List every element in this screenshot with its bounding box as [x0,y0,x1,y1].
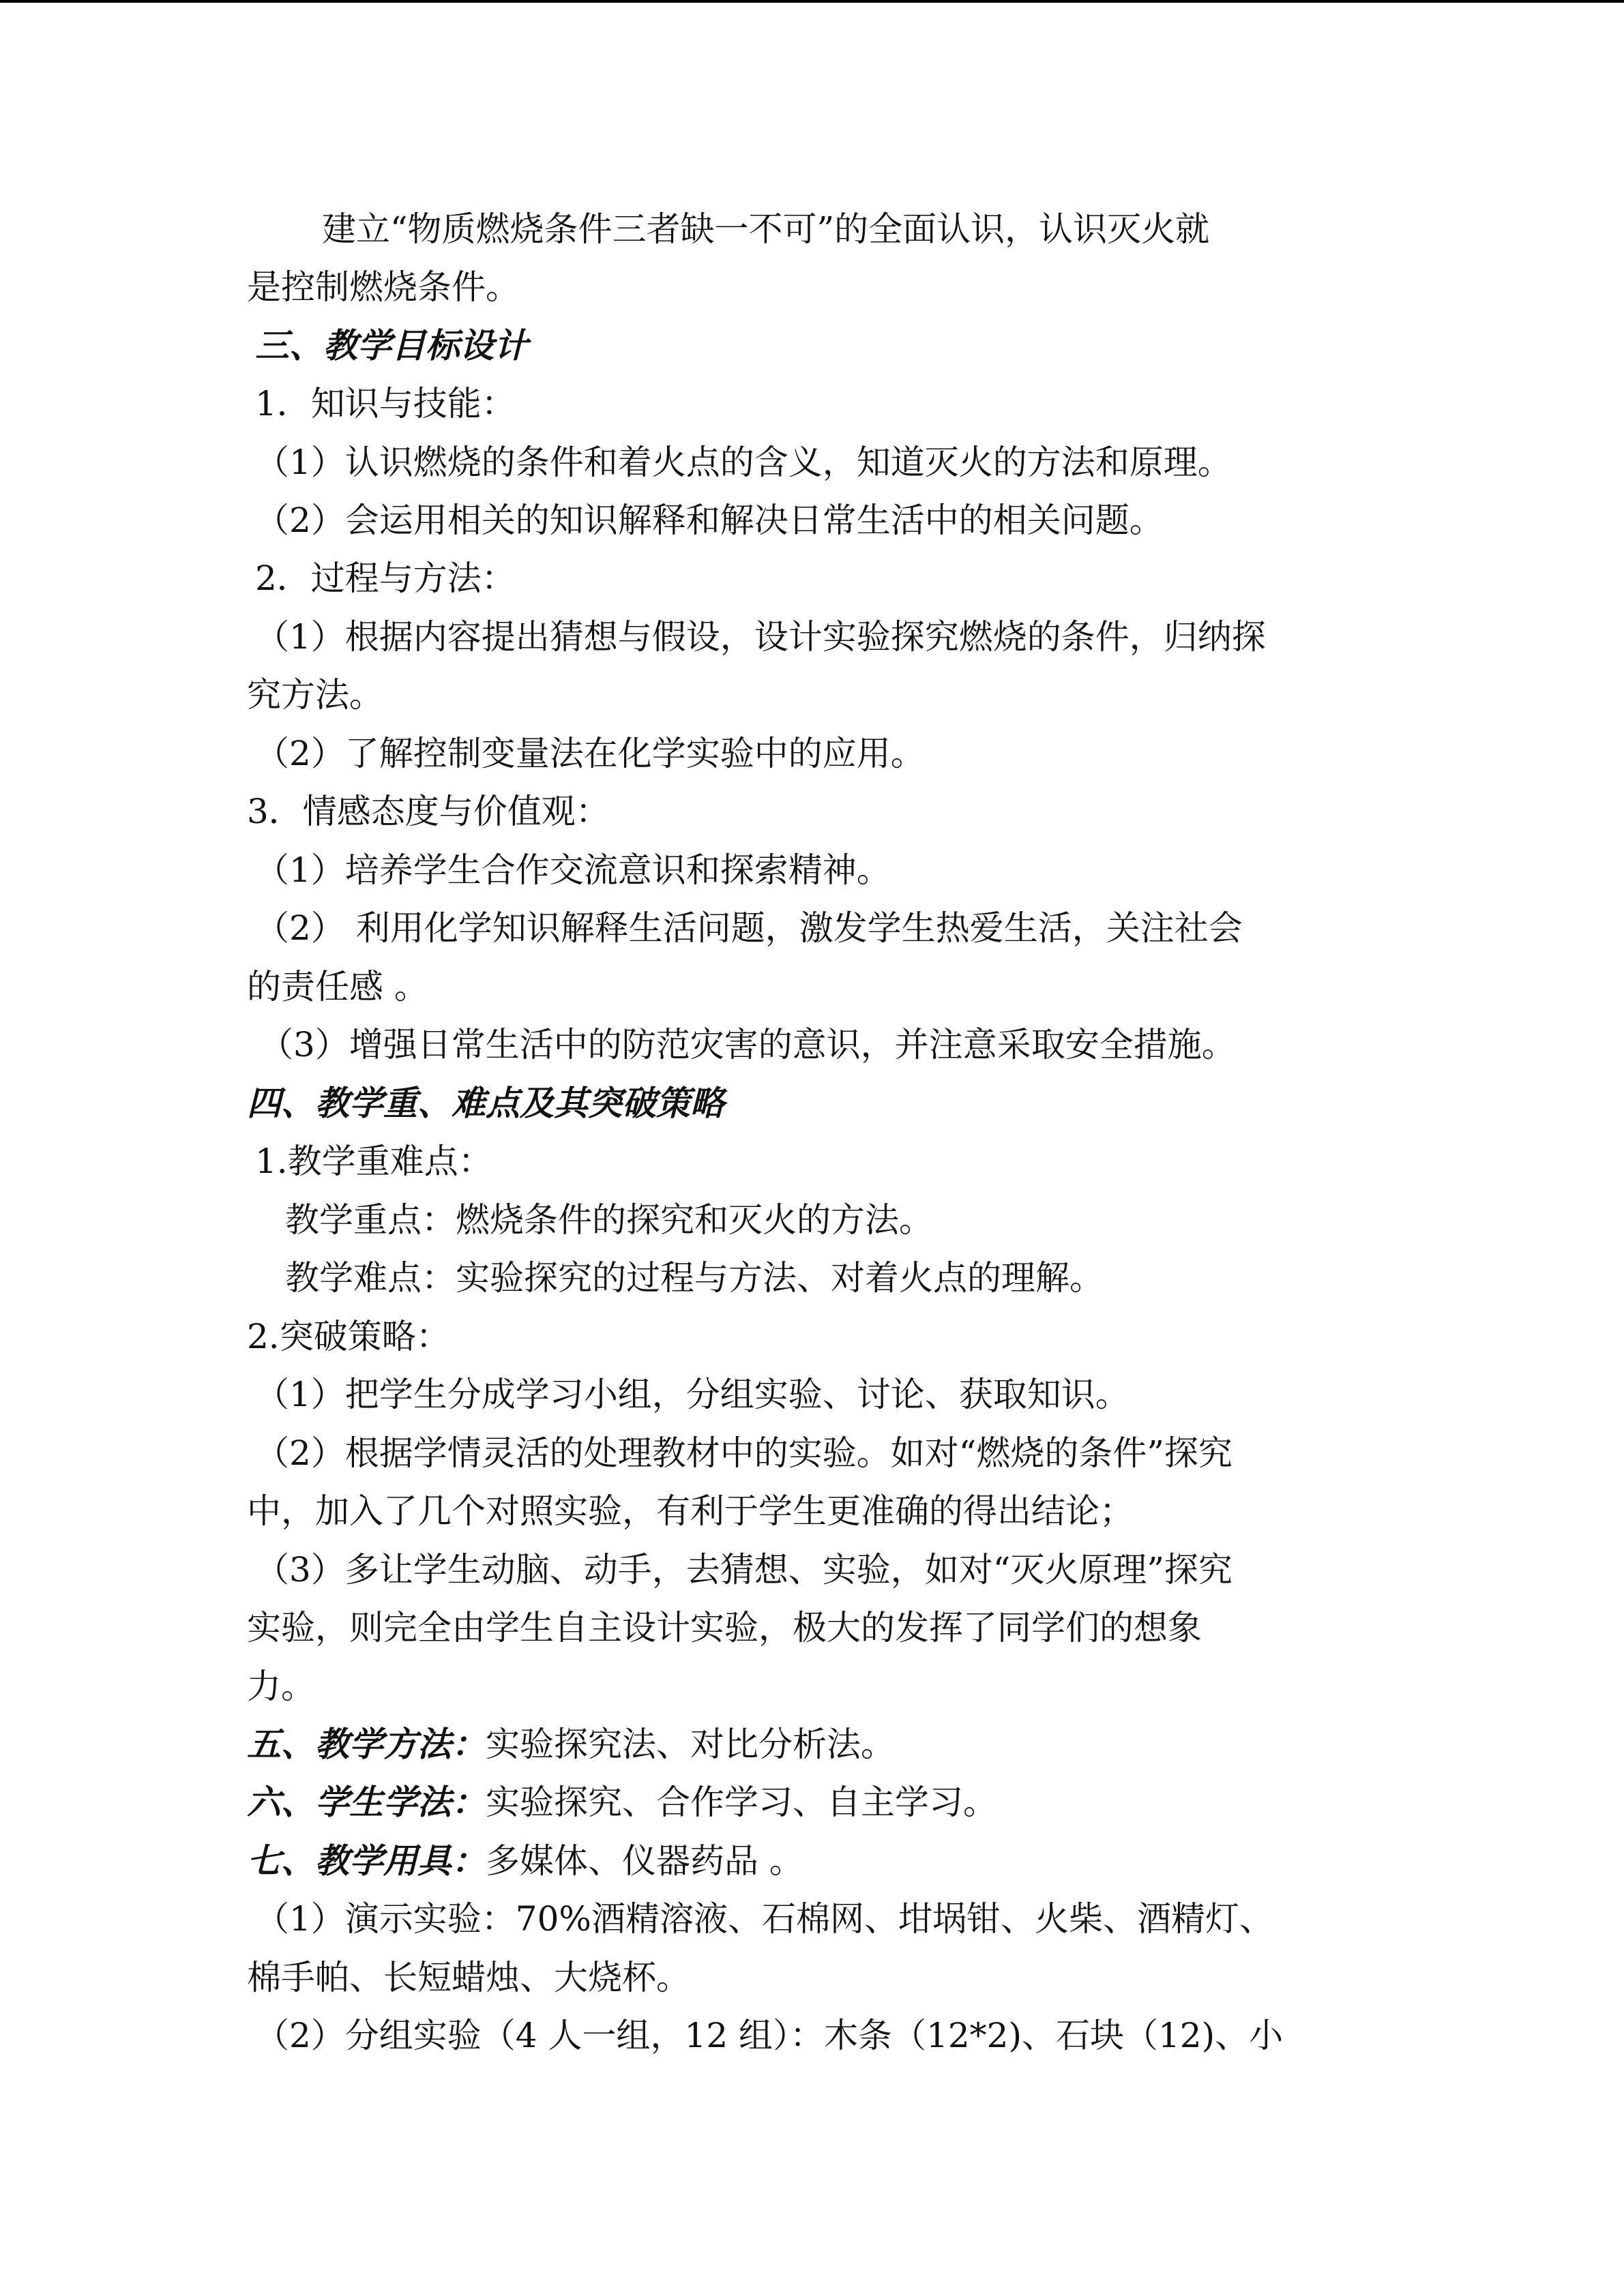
list-item: （3）多让学生动脑、动手，去猜想、实验，如对“灭火原理”探究 [255,1550,1232,1590]
list-item: 中，加入了几个对照实验，有利于学生更准确的得出结论； [247,1491,1134,1531]
section-text: 多媒体、仪器药品 。 [486,1841,803,1881]
section-heading [0,1840,1624,1881]
subheading: 1．知识与技能： [255,384,516,423]
subheading: 2.突破策略： [247,1317,450,1356]
section-label: 六、学生学法： [247,1782,486,1822]
section-text: 实验探究法、对比分析法。 [486,1725,895,1764]
list-item: （2）会运用相关的知识解释和解决日常生活中的相关问题。 [255,501,1164,540]
list-item: 力。 [247,1667,315,1706]
list-item: 实验，则完全由学生自主设计实验，极大的发挥了同学们的想象 [247,1608,1202,1648]
section-heading: 四、教学重、难点及其突破策略 [247,1083,724,1123]
section-label: 五、教学方法： [247,1724,486,1764]
list-item: （1）认识燃烧的条件和着火点的含义，知道灭火的方法和原理。 [255,443,1232,482]
paragraph-line: 教学难点：实验探究的过程与方法、对着火点的理解。 [285,1258,1104,1298]
list-item: （2）了解控制变量法在化学实验中的应用。 [255,734,925,773]
list-item: 棉手帕、长短蜡烛、大烧杯。 [247,1958,690,1997]
paragraph-line: 是控制燃烧条件。 [247,267,520,307]
subheading: 1.教学重难点： [255,1142,492,1181]
section-text: 实验探究、合作学习、自主学习。 [486,1783,997,1822]
list-item: （2）根据学情灵活的处理教材中的实验。如对“燃烧的条件”探究 [255,1433,1232,1473]
subheading: 2．过程与方法： [255,558,516,598]
section-heading [0,1782,1624,1823]
list-item: （1）根据内容提出猜想与假设，设计实验探究燃烧的条件，归纳探 [255,617,1266,657]
list-item: （3）增强日常生活中的防范灾害的意识，并注意采取安全措施。 [259,1025,1236,1064]
list-item: （1）培养学生合作交流意识和探索精神。 [255,850,891,890]
paragraph-line: 教学重点：燃烧条件的探究和灭火的方法。 [285,1200,933,1240]
list-item: （1）演示实验：70%酒精溶液、石棉网、坩埚钳、火柴、酒精灯、 [255,1899,1273,1939]
list-item: （2） 利用化学知识解释生活问题，激发学生热爱生活，关注社会 [255,908,1243,948]
section-heading: 三、教学目标设计 [255,325,528,366]
page-top-border [0,0,1624,3]
list-item: （2）分组实验（4 人一组，12 组）：木条（12*2)、石块（12)、小 [255,2016,1284,2055]
section-heading [0,1724,1624,1765]
subheading: 3．情感态度与价值观： [247,792,610,831]
section-label: 七、教学用具： [247,1840,486,1881]
paragraph-line: 建立“物质燃烧条件三者缺一不可”的全面认识，认识灭火就 [322,209,1210,249]
list-item: 究方法。 [247,675,383,715]
list-item: （1）把学生分成学习小组，分组实验、讨论、获取知识。 [255,1375,1130,1414]
list-item: 的责任感 。 [247,967,428,1007]
